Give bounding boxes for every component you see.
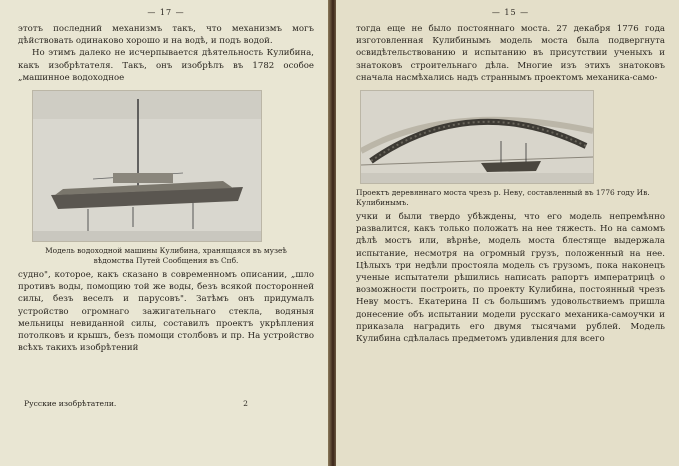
page-footer bbox=[18, 399, 300, 408]
figure bbox=[18, 90, 314, 265]
figure-caption: Проектъ деревяннаго моста чрезъ р. Неву, составленный въ 1776 году Ив. Кулибинымъ. bbox=[356, 188, 650, 207]
ship-model-image bbox=[33, 91, 261, 241]
page-number: — 17 — bbox=[147, 8, 185, 17]
figure bbox=[356, 90, 665, 207]
paragraph: тогда еще не было постояннаго моста. 27 декабря 1776 года изготовленная Кулибинымъ модель моста была подвергнута освидѣтельствованию и испытанию въ присутствии ученыхъ и знатоковъ строительнаго дѣла. Многие изъ этихъ знатоковъ сначала насмѣхались надъ страннымъ проектомъ механика-само- bbox=[356, 24, 665, 83]
ship-model-illustration bbox=[32, 90, 262, 242]
left-page bbox=[0, 0, 330, 466]
paragraph: Но этимъ далеко не исчерпывается дѣятельность Кулибина, какъ изобрѣтателя. Такъ, онъ изобрѣлъ въ 1782 особое „машинное водоходное bbox=[18, 48, 314, 83]
figure-caption: Модель водоходной машины Кулибина, хранящаяся въ музеѣ вѣдомства Путей Сообщения въ Спб. bbox=[45, 246, 287, 265]
paragraph: судно", которое, какъ сказано в современномъ описании, „шло противъ воды, помощию той же воды, безъ всякой посторонней силы, безъ веселъ и парусовъ". Затѣмъ онъ придумалъ устройство огромнаго зажигательнаго стекла, водяныя мельницы невиданной силы, составилъ проектъ укрѣпления потолковъ и крышъ, безъ помощи столбовъ и пр. На устройство всѣхъ такихъ изобрѣтений bbox=[18, 270, 314, 354]
paragraph: учки и были твердо убѣждены, что его модель непремѣнно развалится, какъ только положатъ на нее тяжесть. Но на самомъ дѣлѣ мостъ или, вѣрнѣе, модель моста блестяще выдержала испытание, несмотря на огромный грузъ, положенный на нее. Цѣлыхъ три недѣли простояла модель съ грузомъ, пока наконецъ ученые испытатели рѣшились написать рапортъ императрицѣ о возможности построить, по проекту Кулибина, постоянный чрезъ Неву мостъ. Екатерина II съ большимъ удовольствиемъ пришла донесение объ испытании модели русскаго механика-самоучки и приказала наградить его двумя тысячами рублей. Модель Кулибина сдѣлалась предметомъ удивления для всего bbox=[356, 212, 665, 345]
bridge-image bbox=[361, 91, 593, 183]
bridge-illustration bbox=[360, 90, 594, 184]
page-number: — 15 — bbox=[491, 8, 530, 17]
right-page bbox=[336, 0, 679, 466]
paragraph: этотъ последний механизмъ такъ, что механизмъ могъ дѣйствовать одинаково хорошо и на водѣ, и подъ водой. bbox=[18, 24, 314, 47]
footer-author: Русские изобрѣтатели. bbox=[24, 399, 117, 408]
footer-sheet-number: 2 bbox=[243, 399, 248, 408]
